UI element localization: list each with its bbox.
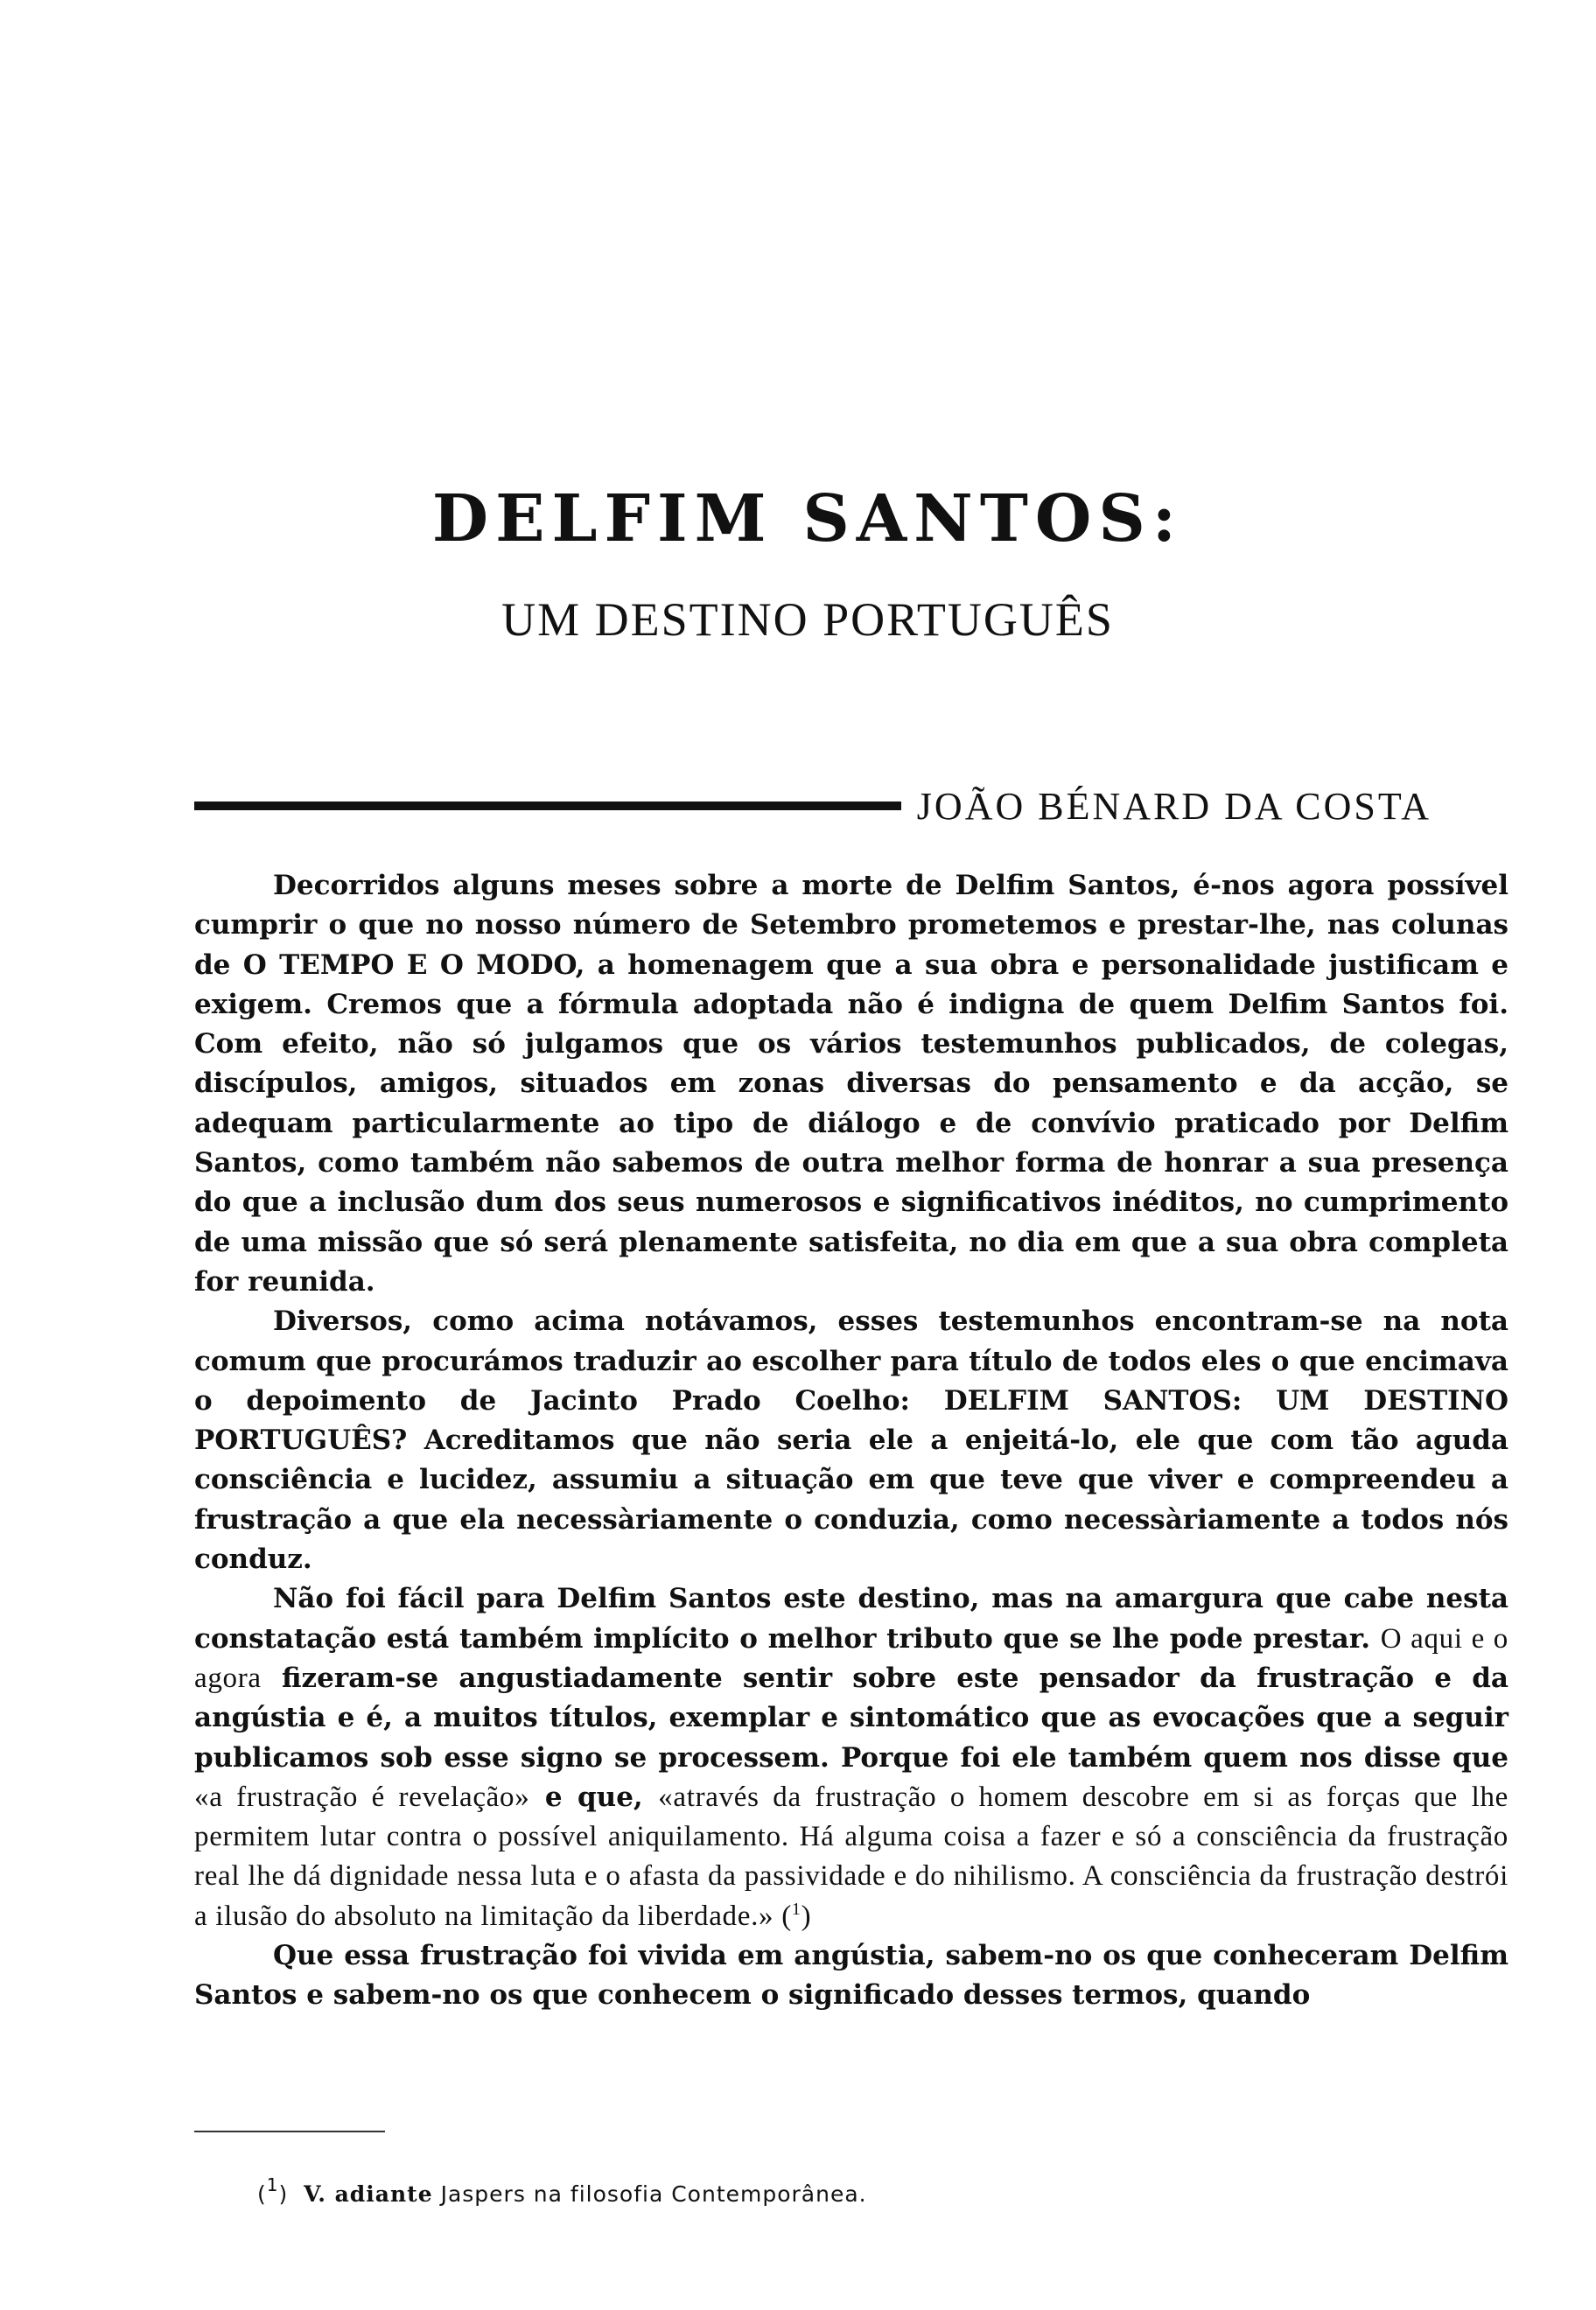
quote-2-end: ) [801, 1900, 812, 1932]
footnote-text: Jaspers na filosofia Contemporânea. [440, 2181, 867, 2207]
paragraph-4: Que essa frustração foi vivida em angústia, sabem-no os que conheceram Delfim Santos e sabem-no os que conhecem o significado desses termos, quando [194, 1940, 1508, 2012]
footnote-marker-close: ) [278, 2181, 289, 2207]
paragraph-3 [194, 1579, 1508, 1936]
decorative-rule [194, 802, 901, 810]
author-name: JOÃO BÉNARD DA COSTA [916, 785, 1432, 828]
quote-1: «a frustração é revelação» [194, 1781, 530, 1813]
paragraph-2: Diversos, como acima notávamos, esses testemunhos encontram-se na nota comum que procurámos traduzir ao escolher para título de todos eles o que encimava o depoimento de Jacinto Prado Coelho: DELFIM SANTOS: UM DESTINO PORTUGUÊS? Acreditamos que não seria ele a enjeitá-lo, ele que com tão aguda consciência e lucidez, assumiu a situação em que teve que viver e compreendeu a frustração a que ela necessàriamente o conduzia, como necessàriamente a todos nós conduz. [194, 1306, 1508, 1576]
article-body [194, 866, 1508, 2016]
article-title: DELFIM SANTOS: [431, 481, 1184, 556]
paragraph-3-part-2: O aqui e o agora [194, 1622, 1509, 1694]
footnote-reference[interactable]: 1 [791, 1899, 802, 1919]
paragraph-3-part-5: e que, [544, 1781, 643, 1813]
footnote-separator [194, 2131, 385, 2132]
author-row [194, 780, 1432, 833]
footnote-marker-open: ( [257, 2181, 267, 2207]
paragraph-3-part-3: fizeram-se angustiadamente sentir sobre este pensador da frustração e da angústia e é, a muitos títulos, exemplar e sintomático que as evocações que a seguir publicamos sob esse signo se processem. Porque foi ele também quem nos disse que [194, 1662, 1508, 1774]
footnote-bold-text: V. adiante [304, 2181, 433, 2207]
paragraph-3-part-1: Não foi fácil para Delfim Santos este destino, mas na amargura que cabe nesta constatação está também implícito o melhor tributo que se lhe pode prestar. [194, 1583, 1508, 1655]
quote-2-text: «através da frustração o homem descobre em si as forças que lhe permitem lutar contra o possível aniquilamento. Há alguma coisa a fazer e só a consciência da frustração real lhe dá dignidade nessa luta e o afasta da passividade e do nihilismo. A consciência da frustração destrói a ilusão do absoluto na limitação da liberdade.» ( [194, 1781, 1509, 1932]
footnote-marker-number: 1 [266, 2174, 279, 2195]
paragraph-1: Decorridos alguns meses sobre a morte de Delfim Santos, é-nos agora possível cumprir o que no nosso número de Setembro prometemos e prestar-lhe, nas colunas de O TEMPO E O MODO, a homenagem que a sua obra e personalidade justificam e exigem. Cremos que a fórmula adoptada não é indigna de quem Delfim Santos foi. Com efeito, não só julgamos que os vários testemunhos publicados, de colegas, discípulos, amigos, situados em zonas diversas do pensamento e da acção, se adequam particularmente ao tipo de diálogo e de convívio praticado por Delfim Santos, como também não sabemos de outra melhor forma de honrar a sua presença do que a inclusão dum dos seus numerosos e significativos inéditos, no cumprimento de uma missão que só será plenamente satisfeita, no dia em que a sua obra completa for reunida. [194, 870, 1508, 1298]
article-subtitle: UM DESTINO PORTUGUÊS [501, 593, 1114, 646]
footnote [257, 2174, 867, 2212]
